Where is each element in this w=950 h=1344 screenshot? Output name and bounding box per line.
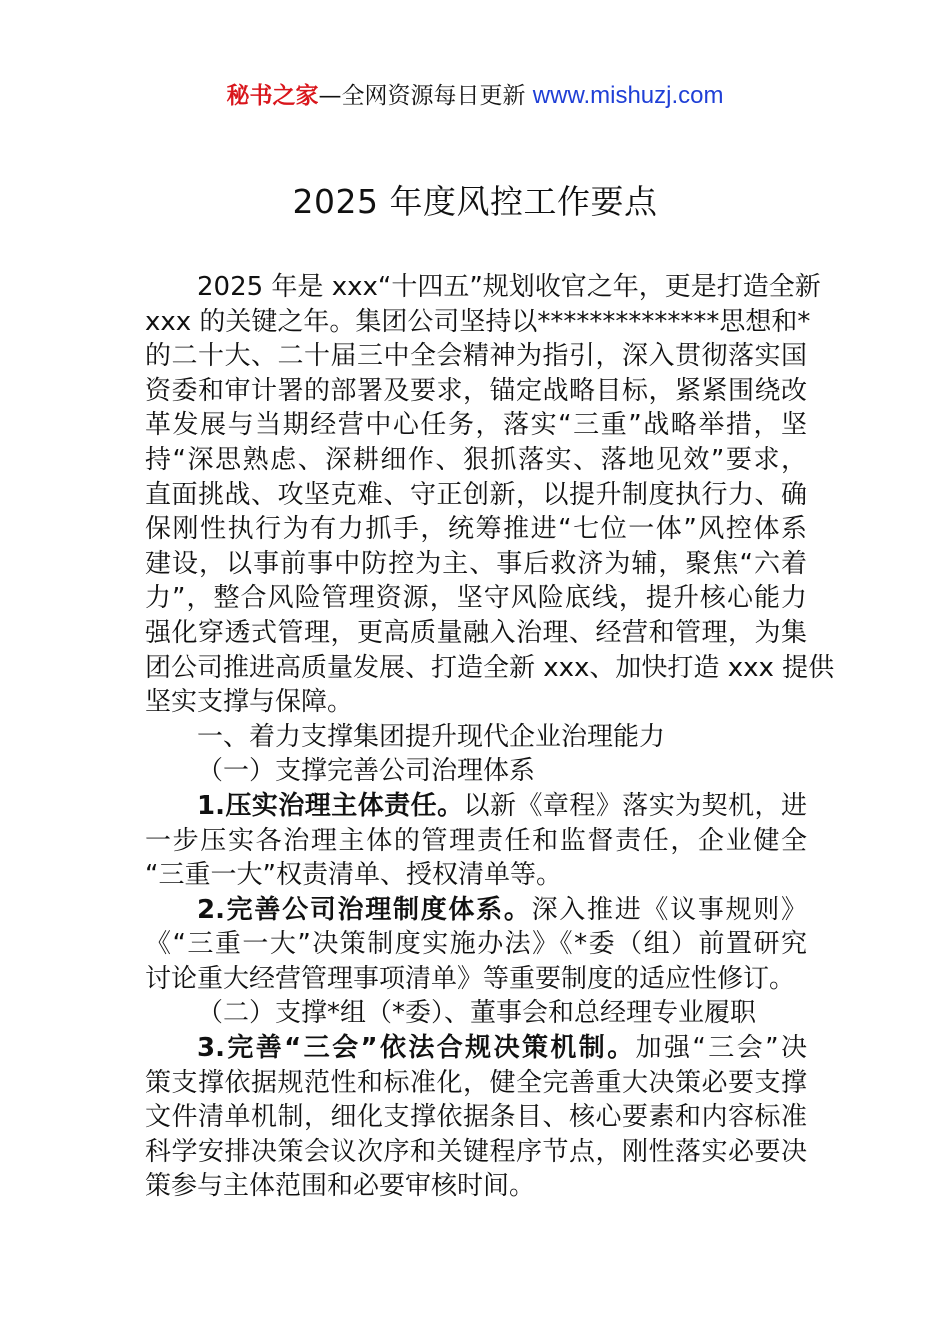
item-line bbox=[145, 789, 807, 824]
item-line: 策参与主体范围和必要审核时间。 bbox=[145, 1171, 536, 1202]
subsection-heading: （一）支撑完善公司治理体系 bbox=[197, 756, 536, 787]
item-heading: 1.压实治理主体责任。 bbox=[197, 790, 464, 821]
site-url: www.mishuzj.com bbox=[532, 82, 724, 109]
body-line: 的二十大、二十届三中全会精神为指引，深入贯彻落实国 bbox=[145, 341, 807, 372]
document-title: 2025 年度风控工作要点 bbox=[292, 182, 658, 221]
item-text: 深入推进《议事规则》 bbox=[531, 894, 807, 925]
item-line bbox=[145, 893, 807, 928]
section-heading: 一、着力支撑集团提升现代企业治理能力 bbox=[197, 721, 666, 752]
body-line: 持“深思熟虑、深耕细作、狠抓落实、落地见效”要求， bbox=[145, 444, 807, 475]
item-heading: 2.完善公司治理制度体系。 bbox=[197, 894, 532, 925]
item-line: 讨论重大经营管理事项清单》等重要制度的适应性修订。 bbox=[145, 963, 796, 994]
document-body bbox=[145, 270, 835, 1204]
body-line: 保刚性执行为有力抓手，统筹推进“七位一体”风控体系 bbox=[145, 514, 807, 545]
site-header bbox=[0, 81, 950, 111]
body-line: 坚实支撑与保障。 bbox=[145, 687, 354, 718]
body-line: xxx 的关键之年。集团公司坚持以**************思想和* bbox=[145, 306, 811, 337]
item-line: 科学安排决策会议次序和关键程序节点，刚性落实必要决 bbox=[145, 1136, 807, 1167]
item-line bbox=[145, 1031, 807, 1066]
item-line: “三重一大”权责清单、授权清单等。 bbox=[145, 860, 562, 891]
header-slogan: —全网资源每日更新 bbox=[318, 83, 533, 109]
item-heading: 3.完善“三会”依法合规决策机制。 bbox=[197, 1033, 636, 1064]
item-line: 《“三重一大”决策制度实施办法》《*委（组）前置研究 bbox=[145, 929, 807, 960]
item-line: 文件清单机制，细化支撑依据条目、核心要素和内容标准 bbox=[145, 1102, 807, 1133]
body-line: 2025 年是 xxx“十四五”规划收官之年，更是打造全新 bbox=[197, 272, 821, 302]
brand-name: 秘书之家 bbox=[226, 83, 319, 109]
body-line: 直面挑战、攻坚克难、守正创新，以提升制度执行力、确 bbox=[145, 479, 807, 510]
item-text: 以新《章程》落实为契机，进 bbox=[463, 790, 807, 821]
body-line: 建设，以事前事中防控为主、事后救济为辅，聚焦“六着 bbox=[145, 548, 807, 579]
body-line: 强化穿透式管理，更高质量融入治理、经营和管理，为集 bbox=[145, 617, 807, 648]
item-line: 策支撑依据规范性和标准化，健全完善重大决策必要支撑 bbox=[145, 1067, 807, 1098]
item-text: 加强“三会”决 bbox=[635, 1033, 807, 1064]
body-line: 力”，整合风险管理资源，坚守风险底线，提升核心能力 bbox=[145, 583, 807, 614]
body-line: 革发展与当期经营中心任务，落实“三重”战略举措，坚 bbox=[145, 410, 807, 441]
body-line: 资委和审计署的部署及要求，锚定战略目标，紧紧围绕改 bbox=[145, 375, 807, 406]
item-line: 一步压实各治理主体的管理责任和监督责任，企业健全 bbox=[145, 825, 807, 856]
body-line: 团公司推进高质量发展、打造全新 xxx、加快打造 xxx 提供 bbox=[145, 652, 835, 683]
subsection-heading: （二）支撑*组（*委）、董事会和总经理专业履职 bbox=[197, 998, 757, 1029]
